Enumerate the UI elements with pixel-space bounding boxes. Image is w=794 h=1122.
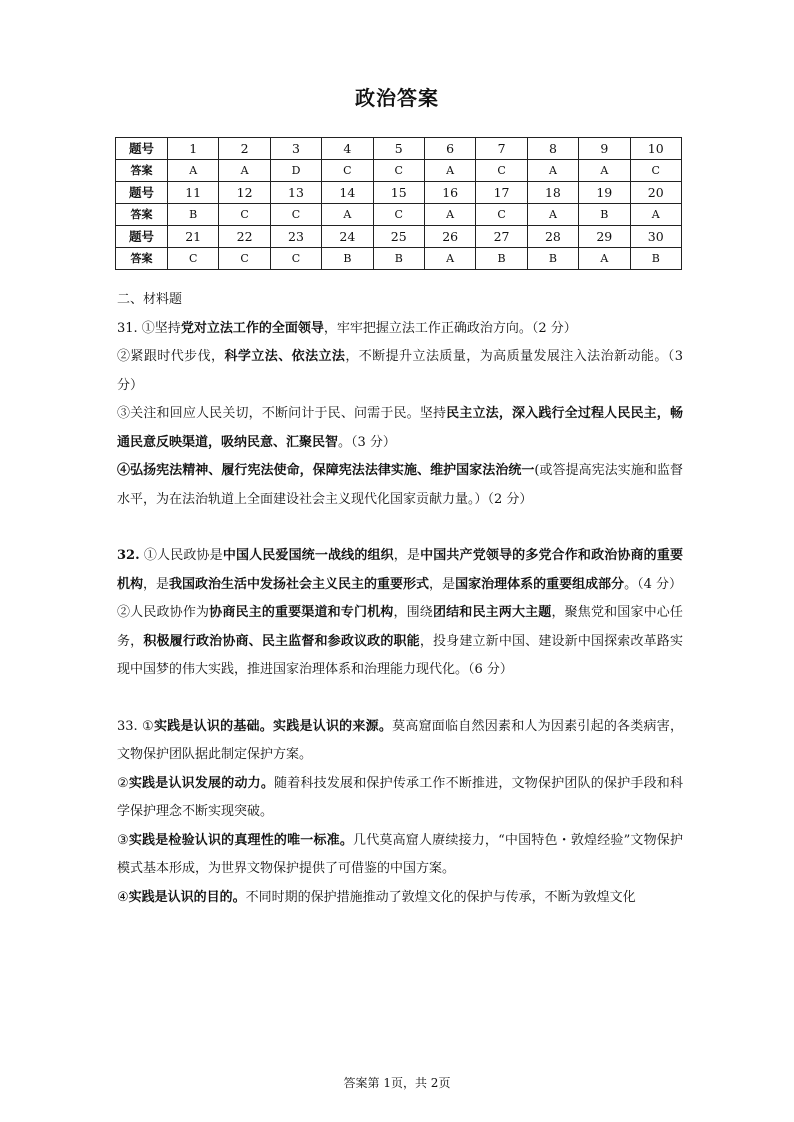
material-questions [117, 286, 683, 912]
row-label: 答案 [116, 248, 168, 270]
table-cell: 6 [424, 138, 475, 160]
q32-point-2: ②人民政协作为协商民主的重要渠道和专门机构，围绕团结和民主两大主题，聚焦党和国家中心任务，积极履行政治协商、民主监督和参政议政的职能，投身建立新中国、建设新中国探索改革路实现中国梦的伟大实践，推进国家治理体系和治理能力现代化。（6 分） [117, 605, 683, 677]
q33-point-4: ④实践是认识的目的。不同时期的保护措施推动了敦煌文化的保护与传承，不断为敦煌文化 [117, 889, 636, 905]
row-label: 题号 [116, 182, 168, 204]
q33-point-2: ②实践是认识发展的动力。随着科技发展和保护传承工作不断推进，文物保护团队的保护手段和科学保护理念不断实现突破。 [117, 775, 683, 819]
table-cell: 1 [168, 138, 219, 160]
table-row [116, 226, 682, 248]
section-heading: 二、材料题 [117, 292, 183, 307]
table-cell: 15 [373, 182, 424, 204]
table-cell: C [373, 204, 424, 226]
table-cell: A [527, 160, 578, 182]
table-cell: 23 [270, 226, 321, 248]
table-cell: 28 [527, 226, 578, 248]
table-cell: 27 [476, 226, 527, 248]
q31-point-2: ②紧跟时代步伐，科学立法、依法立法，不断提升立法质量，为高质量发展注入法治新动能。（3 分） [117, 349, 683, 393]
table-cell: B [476, 248, 527, 270]
table-cell: A [219, 160, 270, 182]
table-cell: 4 [322, 138, 373, 160]
table-cell: 8 [527, 138, 578, 160]
q31-point-3: ③关注和回应人民关切，不断问计于民、问需于民。坚持民主立法，深入践行全过程人民民主，畅通民意反映渠道，吸纳民意、汇聚民智。（3 分） [117, 406, 683, 450]
table-row [116, 138, 682, 160]
table-cell: D [270, 160, 321, 182]
table-cell: 3 [270, 138, 321, 160]
table-cell: 14 [322, 182, 373, 204]
table-cell: 18 [527, 182, 578, 204]
q31-point-1: 31. ①坚持党对立法工作的全面领导，牢牢把握立法工作正确政治方向。（2 分） [117, 320, 577, 336]
table-cell: C [219, 248, 270, 270]
table-cell: 7 [476, 138, 527, 160]
table-cell: 25 [373, 226, 424, 248]
row-label: 答案 [116, 160, 168, 182]
table-cell: 9 [579, 138, 630, 160]
row-label: 题号 [116, 226, 168, 248]
table-cell: B [527, 248, 578, 270]
table-cell: A [630, 204, 681, 226]
row-label: 答案 [116, 204, 168, 226]
row-label: 题号 [116, 138, 168, 160]
table-cell: A [579, 160, 630, 182]
table-cell: A [168, 160, 219, 182]
table-cell: 11 [168, 182, 219, 204]
table-cell: 20 [630, 182, 681, 204]
table-cell: C [322, 160, 373, 182]
table-cell: 24 [322, 226, 373, 248]
table-cell: C [270, 248, 321, 270]
table-row [116, 204, 682, 226]
table-cell: 29 [579, 226, 630, 248]
table-cell: B [168, 204, 219, 226]
table-cell: A [527, 204, 578, 226]
page-title: 政治答案 [355, 86, 439, 110]
table-cell: B [579, 204, 630, 226]
table-cell: C [270, 204, 321, 226]
table-cell: A [579, 248, 630, 270]
table-cell: 22 [219, 226, 270, 248]
table-cell: B [373, 248, 424, 270]
table-cell: 30 [630, 226, 681, 248]
table-cell: 21 [168, 226, 219, 248]
table-cell: B [322, 248, 373, 270]
table-cell: A [424, 248, 475, 270]
table-cell: 2 [219, 138, 270, 160]
q33-point-1: 33. ①实践是认识的基础。实践是认识的来源。莫高窟面临自然因素和人为因素引起的各类病害，文物保护团队据此制定保护方案。 [117, 718, 683, 762]
table-cell: C [476, 204, 527, 226]
table-cell: A [322, 204, 373, 226]
table-cell: C [168, 248, 219, 270]
table-cell: C [476, 160, 527, 182]
table-cell: 5 [373, 138, 424, 160]
table-cell: A [424, 204, 475, 226]
table-row [116, 248, 682, 270]
table-cell: 12 [219, 182, 270, 204]
table-row [116, 182, 682, 204]
table-cell: 17 [476, 182, 527, 204]
table-cell: 13 [270, 182, 321, 204]
table-cell: C [630, 160, 681, 182]
q33-point-3: ③实践是检验认识的真理性的唯一标准。几代莫高窟人赓续接力，“中国特色・敦煌经验”文物保护模式基本形成，为世界文物保护提供了可借鉴的中国方案。 [117, 832, 683, 876]
q31-point-4: ④弘扬宪法精神、履行宪法使命，保障宪法法律实施、维护国家法治统一(或答提高宪法实施和监督水平，为在法治轨道上全面建设社会主义现代化国家贡献力量。）（2 分） [117, 463, 683, 507]
table-cell: 26 [424, 226, 475, 248]
table-cell: A [424, 160, 475, 182]
table-cell: 19 [579, 182, 630, 204]
table-cell: C [373, 160, 424, 182]
table-cell: C [219, 204, 270, 226]
table-cell: 16 [424, 182, 475, 204]
table-cell: B [630, 248, 681, 270]
answer-table [115, 137, 682, 270]
page-footer: 答案第 1页，共 2页 [343, 1076, 451, 1090]
table-cell: 10 [630, 138, 681, 160]
q32-point-1: 32. ①人民政协是中国人民爱国统一战线的组织，是中国共产党领导的多党合作和政治协商的重要机构，是我国政治生活中发扬社会主义民主的重要形式，是国家治理体系的重要组成部分。（4 分） [117, 548, 683, 592]
table-row [116, 160, 682, 182]
